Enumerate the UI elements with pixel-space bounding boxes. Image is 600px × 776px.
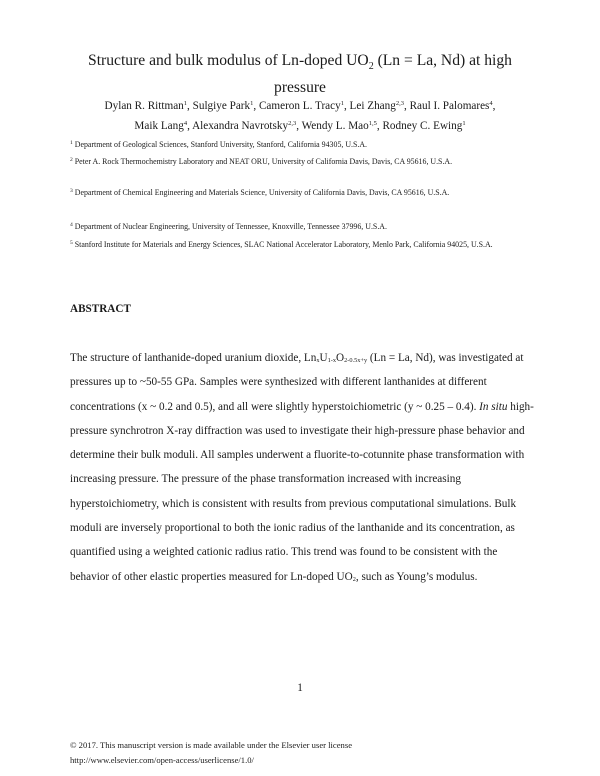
affiliation-3: $^3$ Department of Chemical Engineering and Materials Science, University of California Davis, Davis, CA 95616, U.S.A.: [70, 188, 450, 197]
in-situ-italic: In situ: [479, 400, 508, 413]
author-affiliation-mark: 1,5: [368, 120, 377, 127]
abstract-heading: ABSTRACT: [70, 303, 131, 315]
author-name: Raul I. Palomares: [409, 100, 490, 112]
author-name: Alexandra Navrotsky: [192, 120, 289, 132]
author-affiliation-mark: 4: [183, 120, 188, 127]
author-name: Dylan R. Rittman: [104, 100, 184, 112]
author-name: Maik Lang: [134, 120, 184, 132]
author-name: Sulgiye Park: [192, 100, 251, 112]
abstract-body: The structure of lanthanide-doped uranium dioxide, $Ln_xU_{1-x}O_{2-0.5x+y}$ (Ln = La, Nd), was investigated at pressures up to ~50-55 GPa. Samples were synthesized with different lanthanides at different concentrations (x ~ 0.2 and 0.5), and all were slightly hyperstoichiometric (y ~ 0.25 – 0.4). In situ high-pressure synchrotron X-ray diffraction was used to investigate their high-pressure phase behavior and determine their bulk moduli. All samples underwent a fluorite-to-cotunnite phase transformation with increasing pressure. The pressure of the phase transformation increased with increasing hyperstoichiometry, which is consistent with results from previous computational simulations. Bulk moduli are inversely proportional to both the ionic radius of the lanthanide and its concentration, as quantified using a weighted cationic radius ratio. This trend was found to be consistent with the behavior of other elastic properties measured for Ln-doped $UO_2$, such as Young’s modulus.: [70, 352, 534, 583]
license-footer: [70, 738, 352, 768]
author-affiliation-mark: 2,3: [395, 100, 404, 107]
author-affiliation-mark: 1: [462, 120, 466, 127]
affiliation-1: $^1$ Department of Geological Sciences, Stanford University, Stanford, California 94305, U.S.A.: [70, 140, 368, 149]
author-affiliation-mark: 1: [183, 100, 188, 107]
affiliation-2: $^2$ Peter A. Rock Thermochemistry Laboratory and NEAT ORU, University of California Davis, Davis, CA 95616, U.S.A.: [70, 157, 453, 166]
author-affiliation-mark: 2,3: [288, 120, 297, 127]
author-affiliation-mark: 4: [489, 100, 493, 107]
author-affiliation-mark: 1: [340, 100, 344, 107]
license-url[interactable]: http://www.elsevier.com/open-access/userlicense/1.0/: [70, 755, 254, 765]
affiliation-5: $^5$ Stanford Institute for Materials and Energy Sciences, SLAC National Accelerator Laboratory, Menlo Park, California 94025, U.S.A.: [70, 240, 493, 249]
author-line-1: Dylan R. Rittman$^1$, Sulgiye Park$^1$, Cameron L. Tracy$^1$, Lei Zhang$^{2,3}$, Raul I. Palomares$^4$,: [104, 100, 496, 112]
author-name: Wendy L. Mao: [301, 120, 369, 132]
paper-title: Structure and bulk modulus of Ln-doped $UO_2$ (Ln = La, Nd) at high pressure: [88, 52, 512, 97]
author-line-2: Maik Lang$^4$, Alexandra Navrotsky$^{2,3}$, Wendy L. Mao$^{1,5}$, Rodney C. Ewing$^1$: [134, 120, 466, 132]
author-name: Rodney C. Ewing: [382, 120, 463, 132]
license-text: © 2017. This manuscript version is made available under the Elsevier user license: [70, 740, 353, 750]
author-affiliation-mark: 1: [250, 100, 254, 107]
affiliation-4: $^4$ Department of Nuclear Engineering, University of Tennessee, Knoxville, Tennessee 37996, U.S.A.: [70, 222, 387, 231]
author-list: [60, 95, 540, 135]
page-number: 1: [297, 682, 303, 694]
author-name: Cameron L. Tracy: [258, 100, 341, 112]
author-name: Lei Zhang: [349, 100, 396, 112]
